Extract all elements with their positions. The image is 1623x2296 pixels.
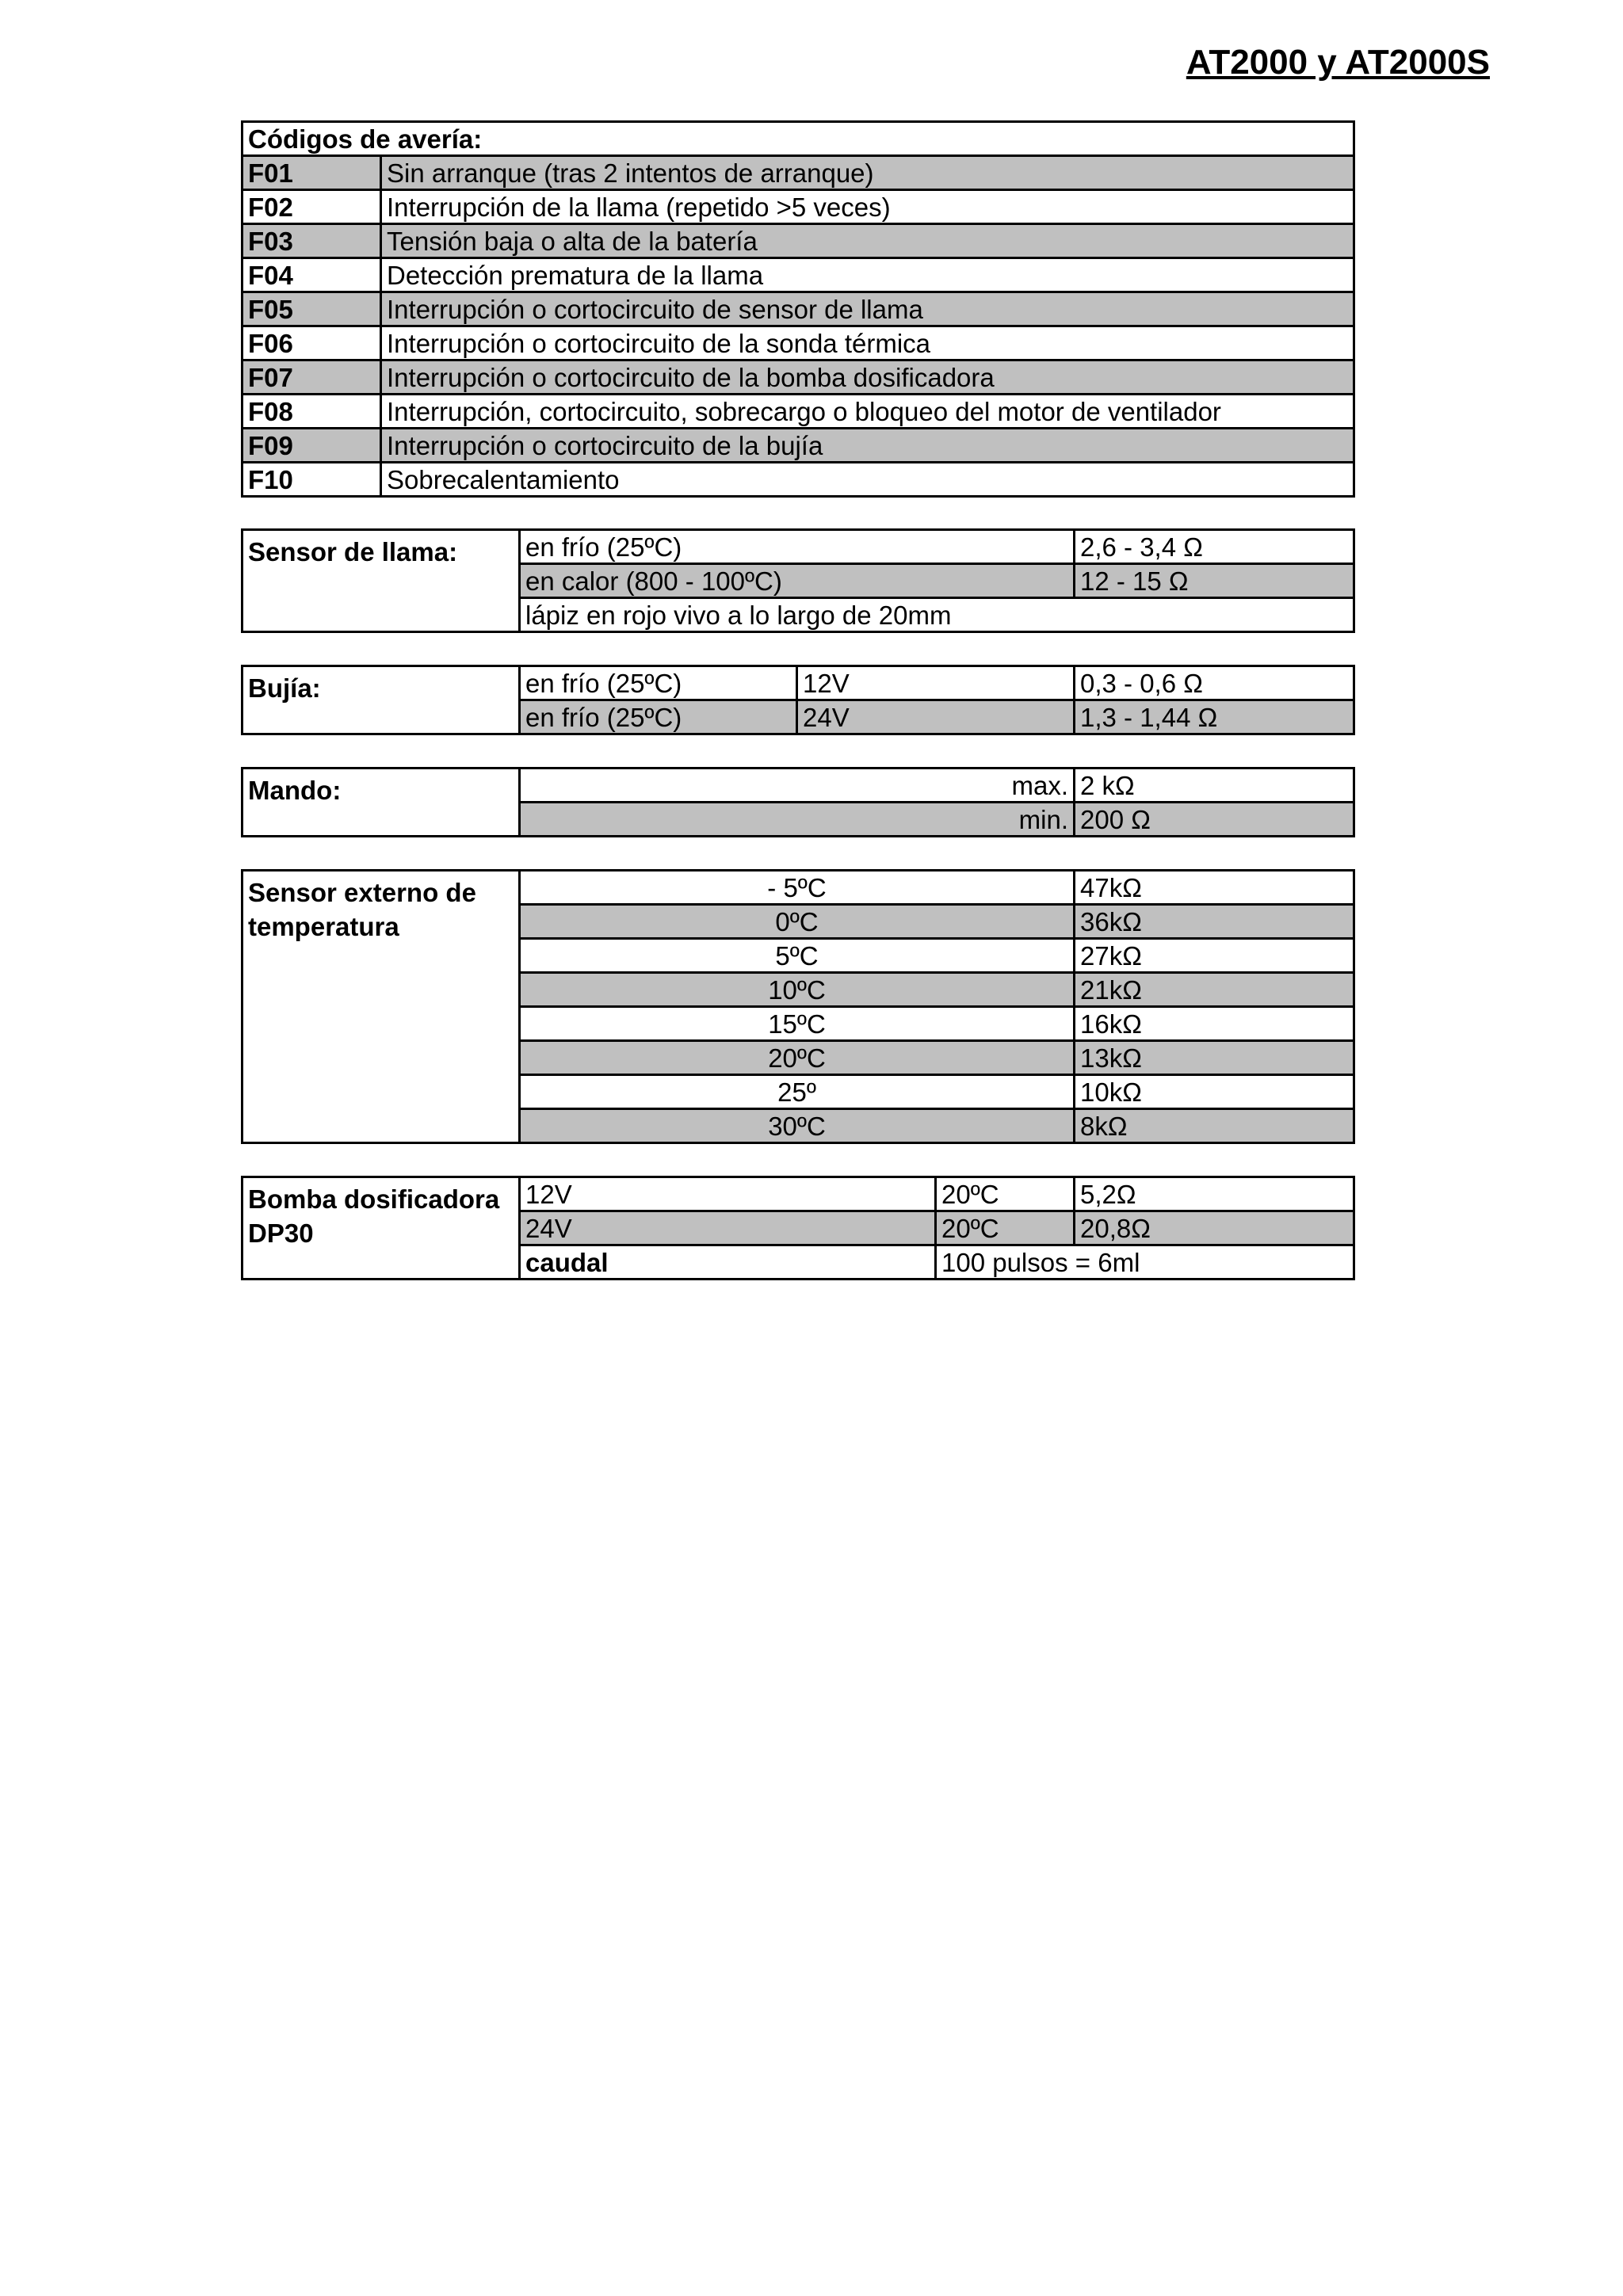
glow-plug-condition: en frío (25ºC) <box>520 700 797 734</box>
fault-codes-table <box>241 120 1355 498</box>
table-row <box>242 326 1354 360</box>
resistance-value: 36kΩ <box>1075 905 1354 939</box>
fault-codes-header: Códigos de avería: <box>242 122 1354 156</box>
dosing-pump-label: Bomba dosificadora DP30 <box>242 1177 520 1280</box>
pump-resistance: 20,8Ω <box>1075 1211 1354 1245</box>
fault-code: F09 <box>242 429 381 463</box>
temp-point: 20ºC <box>520 1041 1075 1075</box>
fault-description: Sin arranque (tras 2 intentos de arranque) <box>381 156 1354 190</box>
fault-description: Interrupción o cortocircuito de la bomba dosificadora <box>381 360 1354 395</box>
resistance-value: 8kΩ <box>1075 1109 1354 1143</box>
table-row <box>242 292 1354 326</box>
resistance-value: 47kΩ <box>1075 871 1354 905</box>
fault-codes-header-row <box>242 122 1354 156</box>
flame-sensor-condition: en frío (25ºC) <box>520 530 1075 564</box>
glow-plug-value: 0,3 - 0,6 Ω <box>1075 666 1354 700</box>
table-row <box>242 360 1354 395</box>
table-row <box>242 429 1354 463</box>
flame-sensor-table <box>241 528 1355 633</box>
fault-description: Interrupción, cortocircuito, sobrecargo o bloqueo del motor de ventilador <box>381 395 1354 429</box>
table-row <box>242 871 1354 905</box>
table-row <box>242 530 1354 564</box>
fault-description: Interrupción o cortocircuito de la bujía <box>381 429 1354 463</box>
fault-code: F03 <box>242 224 381 258</box>
fault-code: F01 <box>242 156 381 190</box>
document-title: AT2000 y AT2000S <box>1186 43 1490 82</box>
glow-plug-value: 1,3 - 1,44 Ω <box>1075 700 1354 734</box>
pump-flow-value: 100 pulsos = 6ml <box>936 1245 1354 1280</box>
pump-temp: 20ºC <box>936 1177 1075 1211</box>
pump-temp: 20ºC <box>936 1211 1075 1245</box>
control-table <box>241 767 1355 837</box>
temp-point: 5ºC <box>520 939 1075 973</box>
temp-point: 0ºC <box>520 905 1075 939</box>
fault-description: Interrupción de la llama (repetido >5 veces) <box>381 190 1354 224</box>
table-row <box>242 258 1354 292</box>
control-limit: min. <box>520 803 1075 837</box>
table-row <box>242 190 1354 224</box>
table-row <box>242 666 1354 700</box>
resistance-value: 27kΩ <box>1075 939 1354 973</box>
fault-description: Tensión baja o alta de la batería <box>381 224 1354 258</box>
fault-description: Interrupción o cortocircuito de sensor de llama <box>381 292 1354 326</box>
flame-sensor-condition: en calor (800 - 100ºC) <box>520 564 1075 598</box>
fault-description: Sobrecalentamiento <box>381 463 1354 497</box>
glow-plug-voltage: 12V <box>797 666 1075 700</box>
resistance-value: 16kΩ <box>1075 1007 1354 1041</box>
fault-code: F06 <box>242 326 381 360</box>
glow-plug-condition: en frío (25ºC) <box>520 666 797 700</box>
temp-point: 30ºC <box>520 1109 1075 1143</box>
flame-sensor-value: 2,6 - 3,4 Ω <box>1075 530 1354 564</box>
resistance-value: 21kΩ <box>1075 973 1354 1007</box>
fault-code: F07 <box>242 360 381 395</box>
dosing-pump-table <box>241 1176 1355 1280</box>
glow-plug-voltage: 24V <box>797 700 1075 734</box>
table-row <box>242 769 1354 803</box>
flame-sensor-value: 12 - 15 Ω <box>1075 564 1354 598</box>
table-row <box>242 156 1354 190</box>
control-limit: max. <box>520 769 1075 803</box>
pump-flow-label: caudal <box>520 1245 936 1280</box>
table-row <box>242 395 1354 429</box>
fault-description: Detección prematura de la llama <box>381 258 1354 292</box>
flame-sensor-label: Sensor de llama: <box>242 530 520 632</box>
fault-code: F04 <box>242 258 381 292</box>
ext-temp-sensor-table <box>241 869 1355 1144</box>
control-label: Mando: <box>242 769 520 837</box>
table-row <box>242 1177 1354 1211</box>
resistance-value: 10kΩ <box>1075 1075 1354 1109</box>
resistance-value: 13kΩ <box>1075 1041 1354 1075</box>
fault-code: F08 <box>242 395 381 429</box>
ext-temp-sensor-label: Sensor externo de temperatura <box>242 871 520 1143</box>
temp-point: - 5ºC <box>520 871 1075 905</box>
glow-plug-label: Bujía: <box>242 666 520 734</box>
temp-point: 10ºC <box>520 973 1075 1007</box>
control-value: 2 kΩ <box>1075 769 1354 803</box>
pump-voltage: 12V <box>520 1177 936 1211</box>
control-value: 200 Ω <box>1075 803 1354 837</box>
table-row <box>242 463 1354 497</box>
pump-resistance: 5,2Ω <box>1075 1177 1354 1211</box>
fault-description: Interrupción o cortocircuito de la sonda térmica <box>381 326 1354 360</box>
fault-code: F10 <box>242 463 381 497</box>
temp-point: 25º <box>520 1075 1075 1109</box>
table-row <box>242 224 1354 258</box>
flame-sensor-note: lápiz en rojo vivo a lo largo de 20mm <box>520 598 1354 632</box>
pump-voltage: 24V <box>520 1211 936 1245</box>
temp-point: 15ºC <box>520 1007 1075 1041</box>
fault-code: F05 <box>242 292 381 326</box>
fault-code: F02 <box>242 190 381 224</box>
glow-plug-table <box>241 665 1355 735</box>
